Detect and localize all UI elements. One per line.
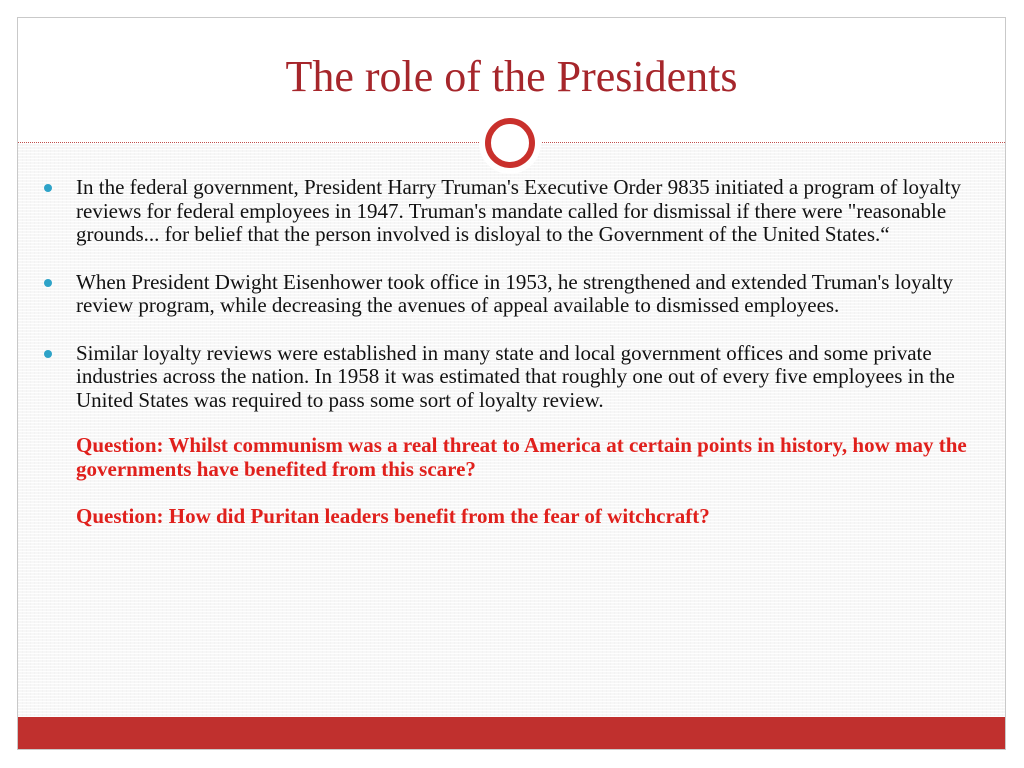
bullet-item bbox=[40, 342, 975, 413]
bullet-item bbox=[40, 176, 975, 247]
bullet-text: When President Dwight Eisenhower took office in 1953, he strengthened and extended Truman's loyalty review program, while decreasing the avenues of appeal available to dismissed employees. bbox=[76, 269, 954, 317]
bullet-dot-icon bbox=[44, 184, 52, 192]
bullet-text: Similar loyalty reviews were established in many state and local government offices and some private industries across the nation. In 1958 it was estimated that roughly one out of every five employees in the United States was required to pass some sort of loyalty review. bbox=[76, 340, 955, 412]
bullet-dot-icon bbox=[44, 279, 52, 287]
bullet-item bbox=[40, 271, 975, 318]
bullet-dot-icon bbox=[44, 350, 52, 358]
bullet-text: In the federal government, President Harry Truman's Executive Order 9835 initiated a program of loyalty reviews for federal employees in 1947. Truman's mandate called for dismissal if there were "reasonable grounds... for belief that the person involved is disloyal to the Government of the United States.“ bbox=[76, 175, 961, 246]
circle-ornament-icon bbox=[479, 112, 541, 174]
slide-title: The role of the Presidents bbox=[285, 52, 738, 101]
question-text: Question: How did Puritan leaders benefit from the fear of witchcraft? bbox=[76, 504, 710, 528]
slide-content bbox=[40, 176, 975, 529]
question-text: Question: Whilst communism was a real threat to America at certain points in history, how may the governments have benefited from this scare? bbox=[76, 433, 967, 481]
footer-bar bbox=[18, 717, 1005, 750]
